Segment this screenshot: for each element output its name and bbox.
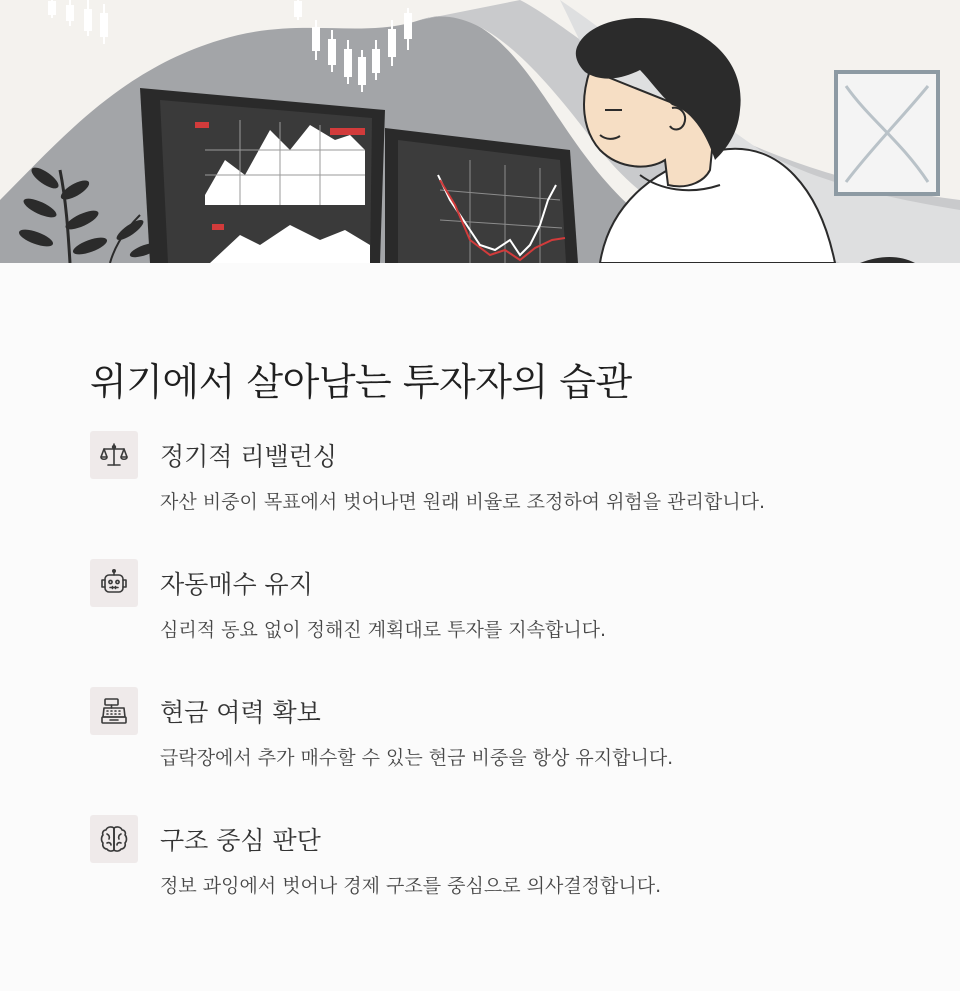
page-title: 위기에서 살아남는 투자자의 습관 <box>90 360 632 404</box>
balance-scale-icon <box>90 431 138 479</box>
habit-title: 자동매수 유지 <box>160 570 313 599</box>
habit-item-auto-buy <box>90 559 890 669</box>
habit-description: 자산 비중이 목표에서 벗어나면 원래 비율로 조정하여 위험을 관리합니다. <box>160 491 765 513</box>
habit-description: 심리적 동요 없이 정해진 계획대로 투자를 지속합니다. <box>160 619 607 641</box>
habit-item-rebalancing <box>90 431 890 541</box>
habit-item-structure-focus <box>90 815 890 925</box>
habit-description: 급락장에서 추가 매수할 수 있는 현금 비중을 항상 유지합니다. <box>160 747 674 769</box>
habit-title: 현금 여력 확보 <box>160 698 321 727</box>
habit-title: 구조 중심 판단 <box>160 826 321 855</box>
robot-icon <box>90 559 138 607</box>
habit-description: 정보 과잉에서 벗어나 경제 구조를 중심으로 의사결정합니다. <box>160 875 662 897</box>
habit-title: 정기적 리밸런싱 <box>160 442 337 471</box>
wall-frame <box>836 72 938 194</box>
right-monitor <box>385 128 578 263</box>
cash-register-icon <box>90 687 138 735</box>
habit-item-cash-reserve <box>90 687 890 797</box>
brain-icon <box>90 815 138 863</box>
left-monitor <box>140 88 385 263</box>
hero-illustration <box>0 0 960 263</box>
content-section <box>0 263 960 991</box>
